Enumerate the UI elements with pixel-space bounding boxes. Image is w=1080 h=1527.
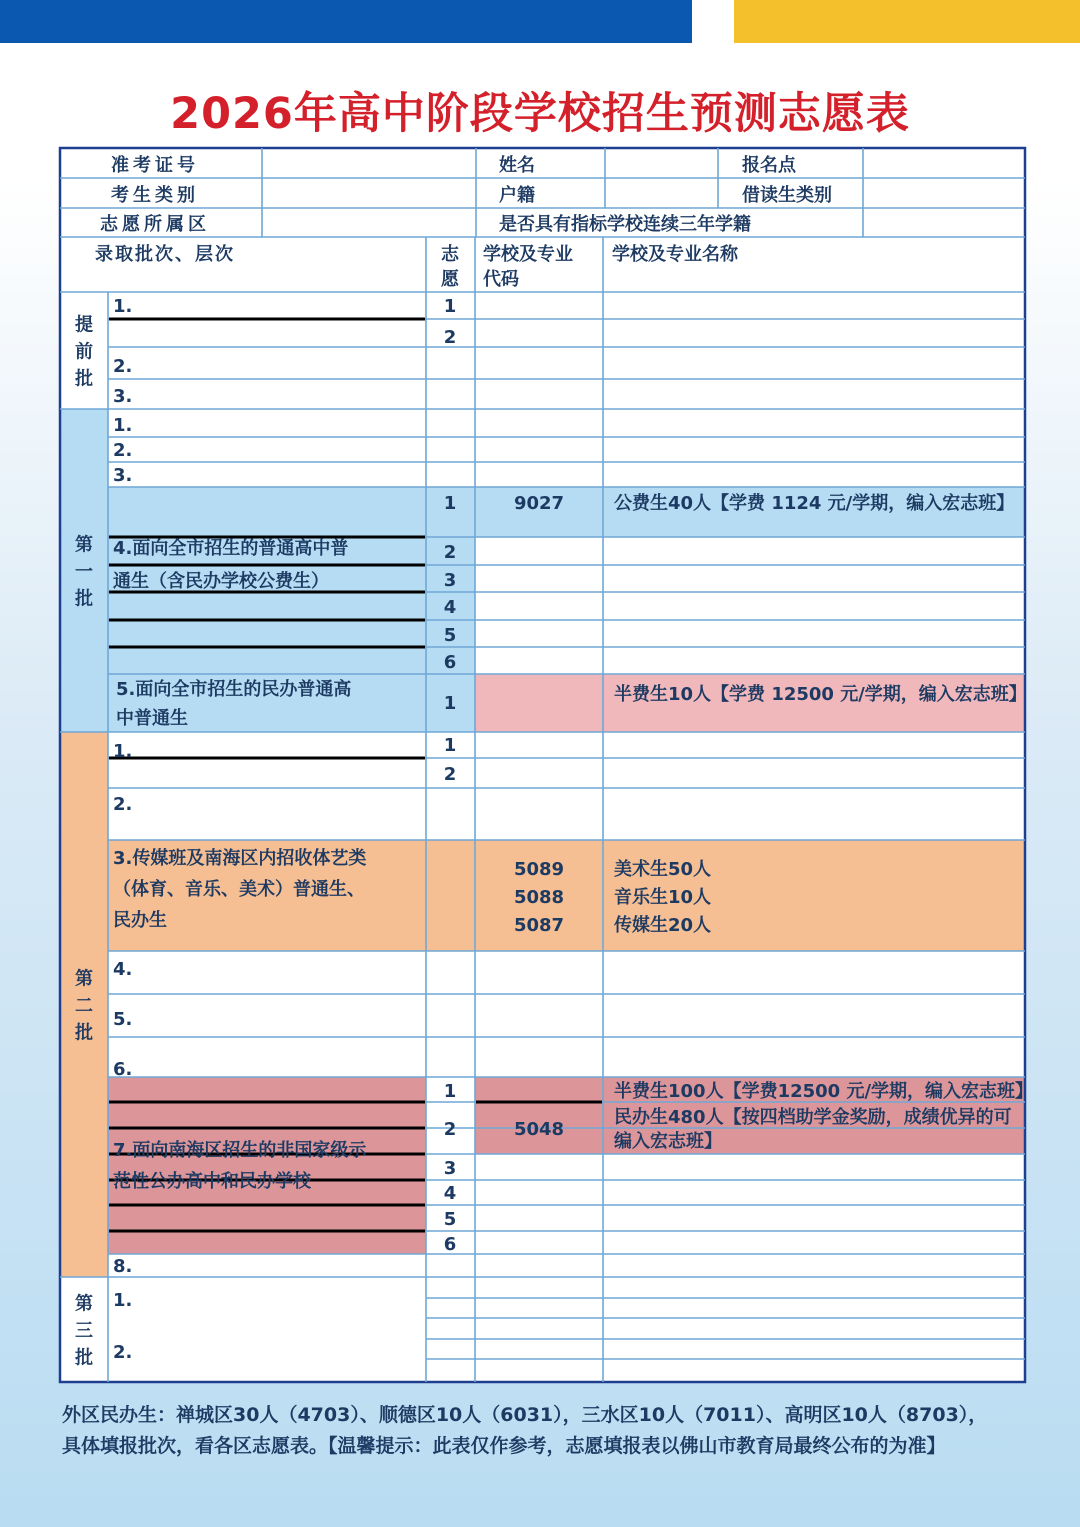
adv-item-2: 2. [113,356,133,377]
undefined [109,1101,425,1104]
header-hukou-label: 户籍 [499,185,535,206]
first-item-2: 2. [113,440,133,461]
entry-name-half-fee: 半费生10人【学费 12500 元/学期，编入宏志班】 [614,684,1027,705]
adv-item-1: 1. [113,296,133,317]
header-name-label: 姓名 [499,155,535,176]
choice-number-10: 2 [443,764,457,785]
header-transfer-label: 借读生类别 [742,185,832,206]
choice-number-3: 2 [443,542,457,563]
entry-name-b2-3-0: 美术生50人 [614,859,712,880]
batch2-item7-fill [108,1077,426,1254]
choice-number-5: 4 [443,597,457,618]
choice-number-13: 3 [443,1158,457,1179]
entry-name-private-480: 民办生480人【按四档助学金奖励，成绩优异的可编入宏志班】 [614,1107,1012,1152]
batch-third-label: 第三批 [75,1293,93,1369]
choice-number-0: 1 [443,296,457,317]
undefined [109,619,425,622]
batch-advance-label: 提前批 [75,314,93,390]
entry-code-9027: 9027 [513,493,565,514]
second-item-5: 5. [113,1009,133,1030]
undefined [109,1204,425,1207]
second-item-3: 3.传媒班及南海区内招收体艺类（体育、音乐、美术）普通生、民办生 [113,848,367,931]
batch-first-label: 第一批 [75,534,93,610]
choice-number-16: 6 [443,1234,457,1255]
adv-item-3: 3. [113,386,133,407]
choice-number-9: 1 [443,735,457,756]
choice-number-11: 1 [443,1081,457,1102]
undefined [109,757,425,760]
choice-number-2: 1 [443,493,457,514]
entry-name-half-fee-100: 半费生100人【学费12500 元/学期，编入宏志班】 [614,1081,1034,1102]
entry-name-b2-3-2: 传媒生20人 [614,915,712,936]
entry-code-b2-3-0: 5089 [513,859,565,880]
first-item-4: 4.面向全市招生的普通高中普通生（含民办学校公费生） [113,538,349,592]
undefined [109,1230,425,1233]
second-item-7: 7.面向南海区招生的非国家级示范性公办高中和民办学校 [113,1140,367,1192]
header-district-label: 志愿所属区 [100,214,210,235]
entry-code-b2-3-2: 5087 [513,915,565,936]
entry-code-b2-3-1: 5088 [513,887,565,908]
col-heading-name: 学校及专业名称 [612,244,738,265]
third-item-2: 2. [113,1342,133,1363]
header-enrollment-label: 是否具有指标学校连续三年学籍 [499,214,751,235]
header-exam-no-label: 准考证号 [111,155,199,176]
second-item-4: 4. [113,959,133,980]
col-heading-batch: 录取批次、层次 [95,244,235,265]
undefined [109,318,425,321]
second-item-2: 2. [113,794,133,815]
choice-number-15: 5 [443,1209,457,1230]
footer-line-2: 具体填报批次，看各区志愿表。【温馨提示：此表仅作参考，志愿填报表以佛山市教育局最终公布的为准】 [62,1435,946,1457]
first-item-3: 3. [113,465,133,486]
first-item-1: 1. [113,415,133,436]
choice-number-8: 1 [443,693,457,714]
undefined [109,646,425,649]
header-category-label: 考生类别 [111,185,199,206]
choice-number-4: 3 [443,570,457,591]
third-item-1: 1. [113,1290,133,1311]
footer-line-1: 外区民办生：禅城区30人（4703）、顺德区10人（6031），三水区10人（7011）、高明区10人（8703）， [62,1404,988,1426]
choice-number-7: 6 [443,652,457,673]
second-item-8: 8. [113,1256,133,1277]
second-item-6: 6. [113,1059,133,1080]
header-site-label: 报名点 [742,155,796,176]
undefined [109,1127,425,1130]
col-heading-code: 学校及专业代码 [483,244,573,290]
entry-code-5048: 5048 [513,1119,565,1140]
choice-number-14: 4 [443,1183,457,1204]
batch-second-label: 第二批 [75,968,93,1044]
choice-number-12: 2 [443,1119,457,1140]
footer-note [62,1400,1062,1462]
choice-number-1: 2 [443,327,457,348]
entry-name-b2-3-1: 音乐生10人 [614,887,712,908]
col-heading-choice: 志愿 [441,244,459,290]
second-item-1: 1. [113,741,133,762]
first-item-5: 5.面向全市招生的民办普通高中普通生 [116,679,352,729]
choice-number-6: 5 [443,625,457,646]
entry-name-public-fee: 公费生40人【学费 1124 元/学期，编入宏志班】 [614,493,1015,514]
undefined [476,1101,602,1104]
page-title: 2026年高中阶段学校招生预测志愿表 [170,89,910,139]
undefined [109,564,425,567]
